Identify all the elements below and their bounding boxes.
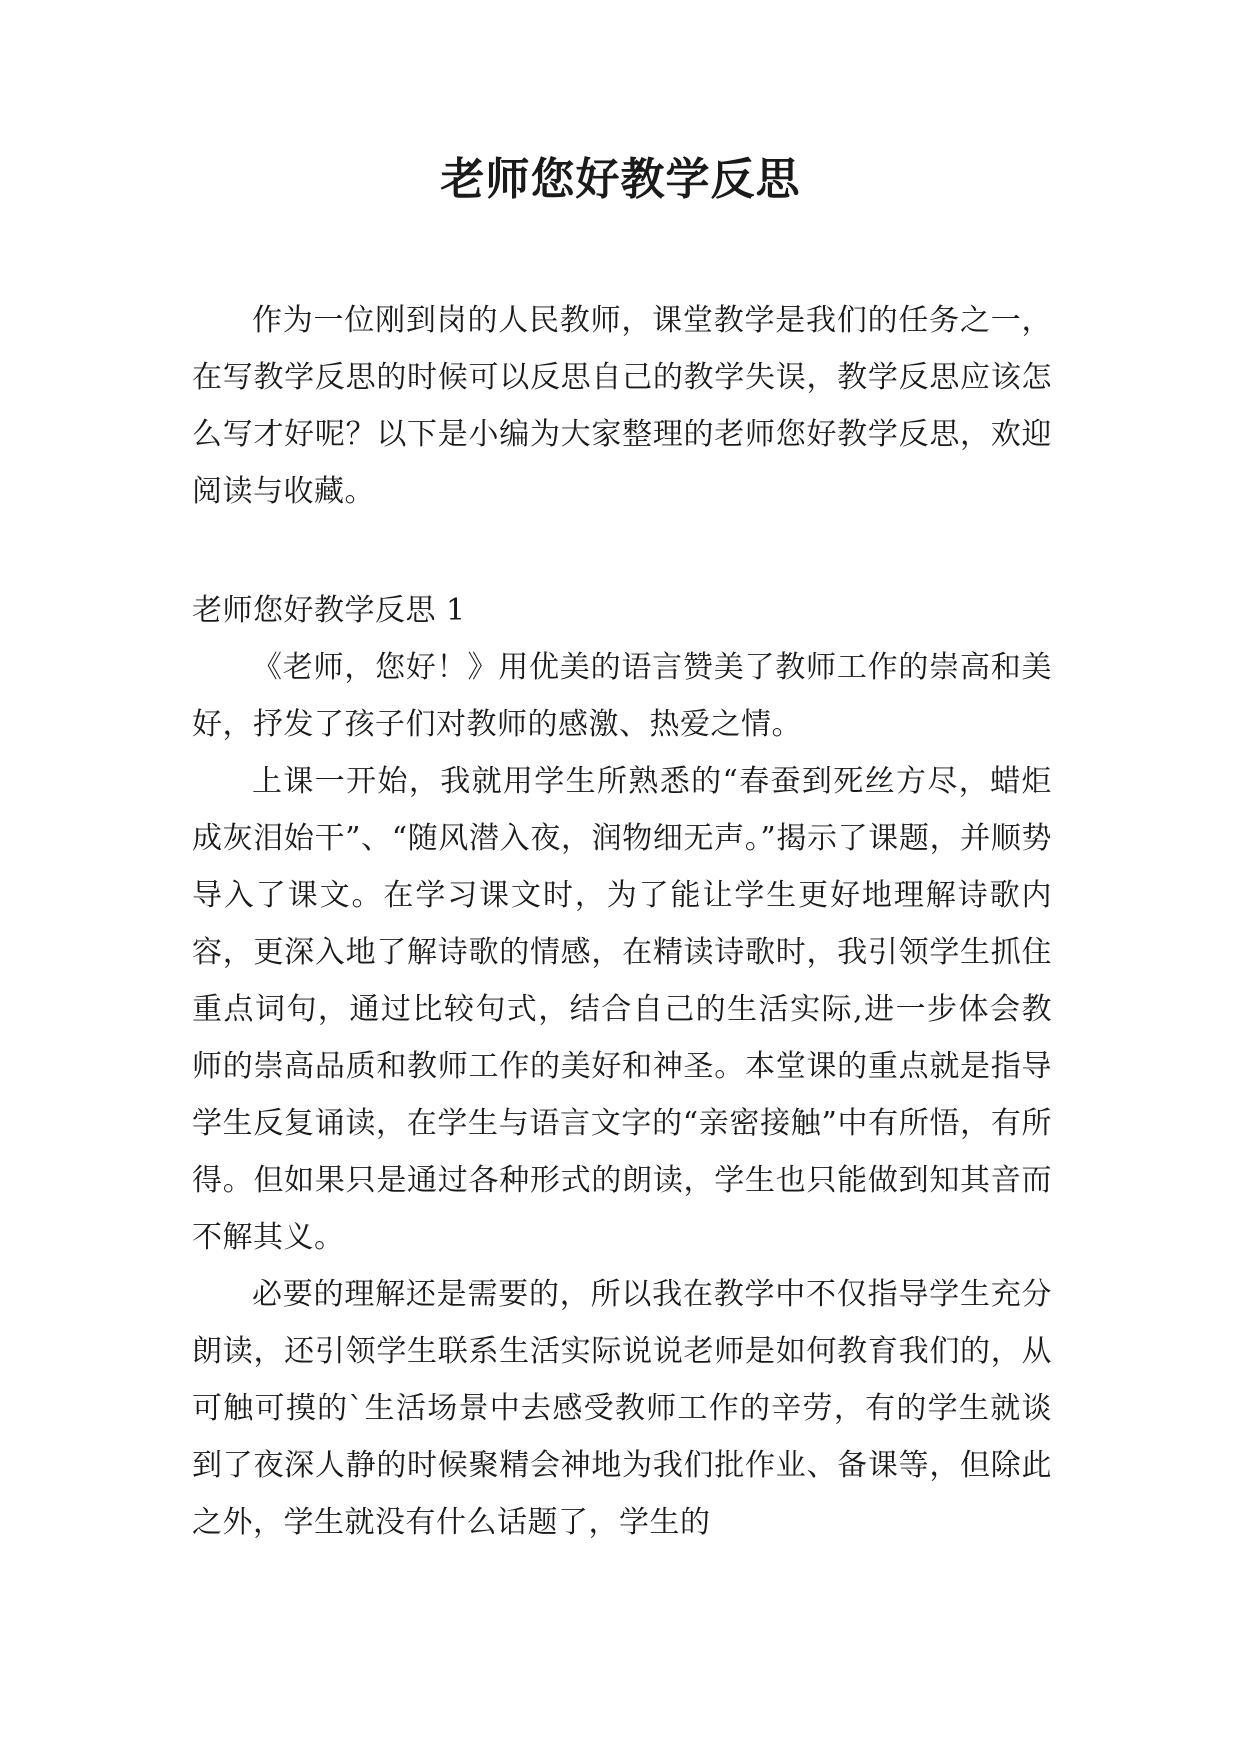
document-title: 老师您好教学反思 xyxy=(440,154,801,205)
intro-paragraph: 作为一位刚到岗的人民教师，课堂教学是我们的任务之一，在写教学反思的时候可以反思自己的教学失误，教学反思应该怎么写才好呢？以下是小编为大家整理的老师您好教学反思，欢迎阅读与收藏。 xyxy=(192,303,1052,509)
body-paragraph-1: 《老师，您好！》用优美的语言赞美了教师工作的崇高和美好，抒发了孩子们对教师的感激、热爱之情。 xyxy=(192,650,1052,742)
body-paragraph-2: 上课一开始，我就用学生所熟悉的“春蚕到死丝方尽，蜡炬成灰泪始干”、“随风潜入夜，润物细无声。”揭示了课题，并顺势导入了课文。在学习课文时，为了能让学生更好地理解诗歌内容，更深入地了解诗歌的情感，在精读诗歌时，我引领学生抓住重点词句，通过比较句式，结合自己的生活实际,进一步体会教师的崇高品质和教师工作的美好和神圣。本堂课的重点就是指导学生反复诵读，在学生与语言文字的“亲密接触”中有所悟，有所得。但如果只是通过各种形式的朗读，学生也只能做到知其音而不解其义。 xyxy=(192,764,1052,1255)
section-heading: 老师您好教学反思 1 xyxy=(192,593,466,628)
body-paragraph-3: 必要的理解还是需要的，所以我在教学中不仅指导学生充分朗读，还引领学生联系生活实际说说老师是如何教育我们的，从可触可摸的`生活场景中去感受教师工作的辛劳，有的学生就谈到了夜深人静的时候聚精会神地为我们批作业、备课等，但除此之外，学生就没有什么话题了，学生的 xyxy=(192,1277,1052,1540)
section-block xyxy=(192,582,1052,1551)
intro-block xyxy=(192,292,1052,520)
